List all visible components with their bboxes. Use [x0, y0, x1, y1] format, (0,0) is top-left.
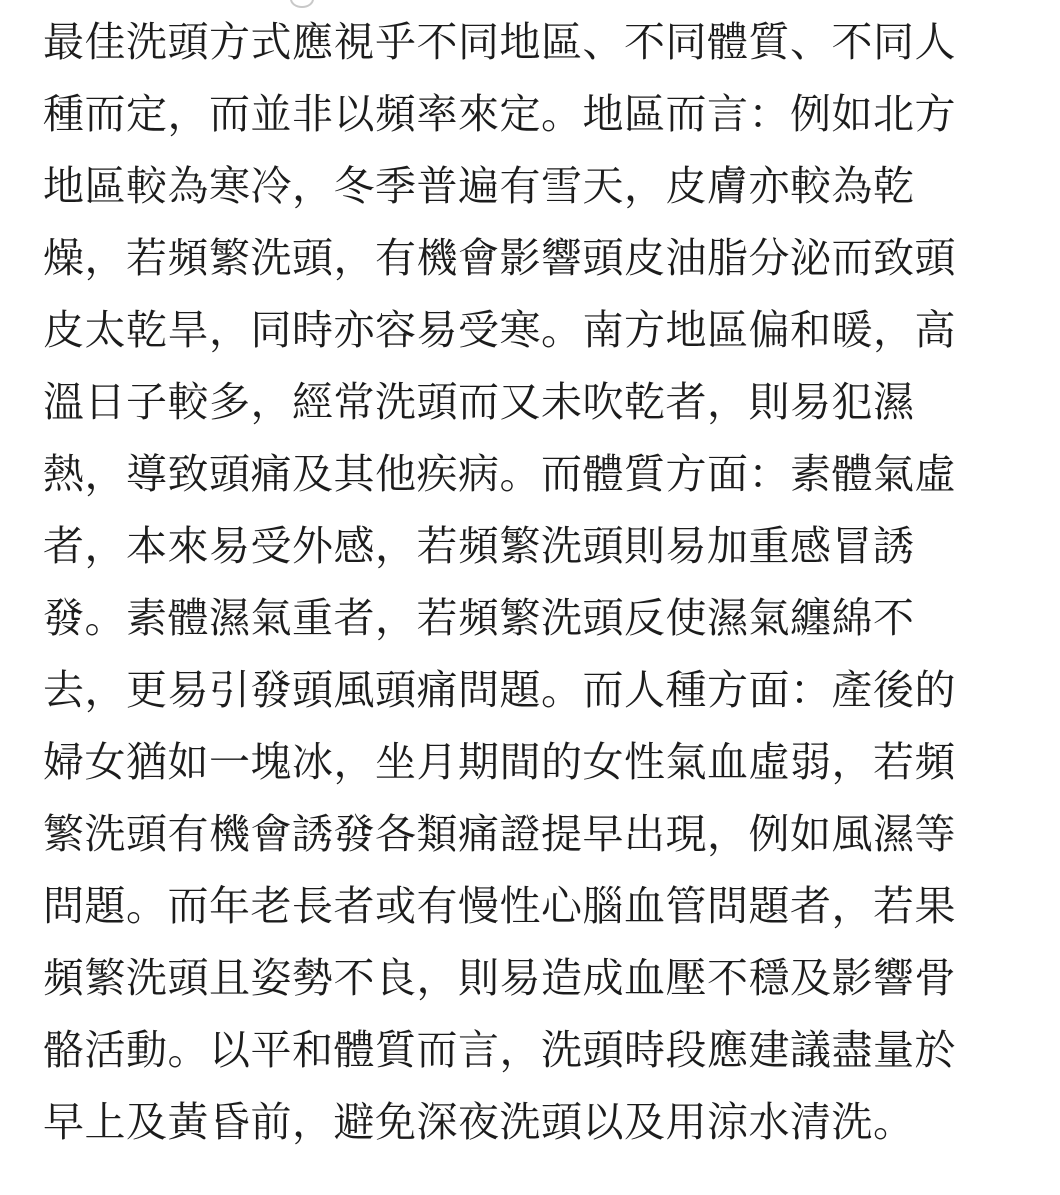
article-body [43, 6, 1018, 1158]
text-line: 者，本來易受外感，若頻繁洗頭則易加重感冒誘 [43, 522, 915, 570]
text-line: 發。素體濕氣重者，若頻繁洗頭反使濕氣纏綿不 [43, 594, 915, 642]
text-line: 去，更易引發頭風頭痛問題。而人種方面：產後的 [43, 666, 956, 714]
text-line: 繁洗頭有機會誘發各類痛證提早出現，例如風濕等 [43, 810, 956, 858]
text-line: 地區較為寒冷，冬季普遍有雪天，皮膚亦較為乾 [43, 162, 915, 210]
text-line: 骼活動。以平和體質而言，洗頭時段應建議盡量於 [43, 1026, 956, 1074]
text-line: 婦女猶如一塊冰，坐月期間的女性氣血虛弱，若頻 [43, 738, 956, 786]
text-line: 溫日子較多，經常洗頭而又未吹乾者，則易犯濕 [43, 378, 915, 426]
text-line: 頻繁洗頭且姿勢不良，則易造成血壓不穩及影響骨 [43, 954, 956, 1002]
text-line: 燥，若頻繁洗頭，有機會影響頭皮油脂分泌而致頭 [43, 234, 956, 282]
text-line: 早上及黃昏前，避免深夜洗頭以及用涼水清洗。 [43, 1098, 915, 1146]
text-line: 皮太乾旱，同時亦容易受寒。南方地區偏和暖，高 [43, 306, 956, 354]
text-line: 最佳洗頭方式應視乎不同地區、不同體質、不同人 [43, 18, 956, 66]
text-line: 問題。而年老長者或有慢性心腦血管問題者，若果 [43, 882, 956, 930]
text-line: 熱，導致頭痛及其他疾病。而體質方面：素體氣虛 [43, 450, 956, 498]
text-line: 種而定，而並非以頻率來定。地區而言：例如北方 [43, 90, 956, 138]
